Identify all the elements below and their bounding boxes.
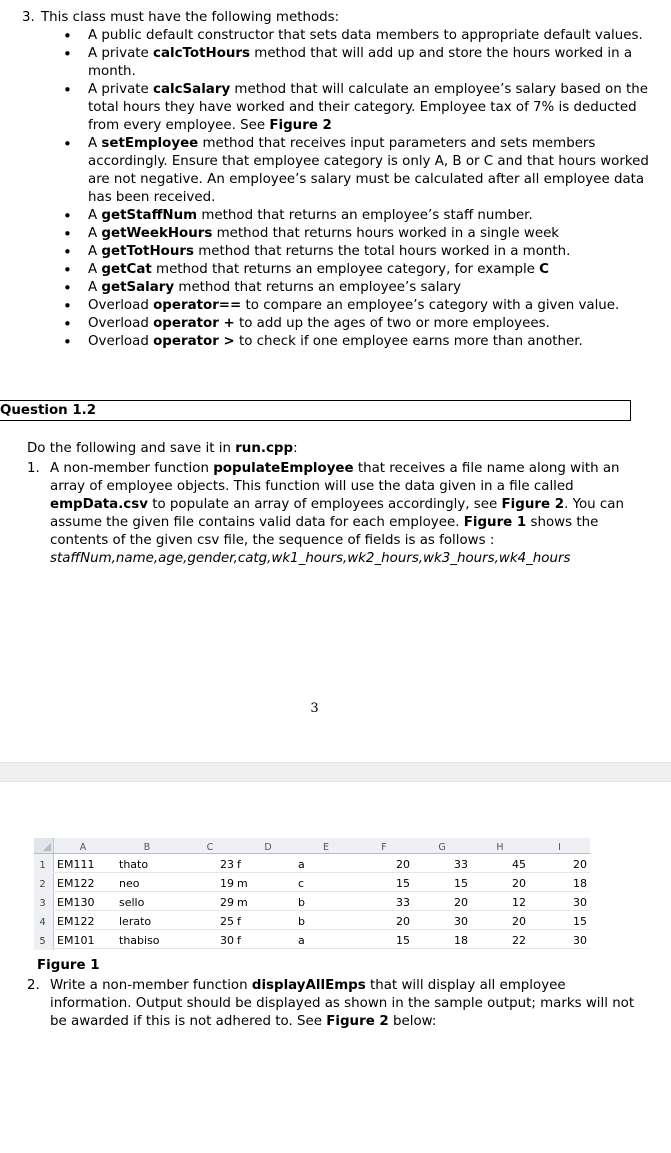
table-cell: c (298, 877, 305, 890)
row-gridline (53, 891, 590, 892)
table-cell: EM101 (57, 934, 95, 947)
column-header-row (34, 838, 590, 854)
section-intro: This class must have the following methods: (41, 10, 340, 25)
table-cell: 25 (220, 915, 234, 928)
table-cell: 18 (454, 934, 468, 947)
table-cell: 29 (220, 896, 234, 909)
column-header: A (79, 842, 87, 853)
list-item: • Overload operator== to compare an employee’s category with a given value. (22, 297, 662, 315)
item-text: Write a non-member function displayAllEmps that will display all employee information. Output should be displayed as shown in the sample output; marks will not be awarded if this is not adhered to. See Figure 2 below: (50, 978, 635, 1029)
list-item: • A private calcTotHours method that will add up and store the hours worked in a month. (22, 45, 662, 81)
table-cell: 15 (396, 877, 410, 890)
page-number: 3 (310, 701, 319, 716)
table-cell: EM130 (57, 896, 95, 909)
row-gridline (53, 910, 590, 911)
list-item: • A getWeekHours method that returns hours worked in a single week (22, 225, 662, 243)
row-number: 1 (39, 860, 46, 871)
question-title: Question 1.2 (0, 403, 97, 418)
page-separator (0, 762, 671, 782)
table-cell: 33 (396, 896, 410, 909)
table-cell: 30 (573, 934, 587, 947)
table-cell: 12 (512, 896, 526, 909)
row-gridline (53, 872, 590, 873)
table-cell: b (298, 915, 305, 928)
row-number: 5 (39, 936, 46, 947)
table-cell: thato (119, 858, 149, 871)
table-cell: thabiso (119, 934, 160, 947)
list-item: • A getSalary method that returns an employee’s salary (22, 279, 662, 297)
list-item: • Overload operator > to check if one employee earns more than another. (22, 333, 662, 351)
table-cell: sello (119, 896, 145, 909)
row-number: 4 (39, 917, 46, 928)
table-cell: 45 (512, 858, 526, 871)
column-header: G (438, 842, 446, 853)
table-cell: 15 (396, 934, 410, 947)
table-cell: lerato (119, 915, 152, 928)
column-header: H (496, 842, 504, 853)
list-item: • A getTotHours method that returns the total hours worked in a month. (22, 243, 662, 261)
table-cell: a (298, 934, 305, 947)
list-item: • A getStaffNum method that returns an employee’s staff number. (22, 207, 662, 225)
table-cell: 18 (573, 877, 587, 890)
list-item: • A setEmployee method that receives input parameters and sets members accordingly. Ensure that employee category is only A, B or C and that hours worked are not negative. An employee’s salary must be calculated after all employee data has been received. (22, 135, 662, 207)
table-cell: f (237, 858, 241, 871)
table-cell: EM122 (57, 915, 95, 928)
table-cell: 15 (454, 877, 468, 890)
table-cell: 22 (512, 934, 526, 947)
table-cell: 33 (454, 858, 468, 871)
table-cell: 30 (573, 896, 587, 909)
column-header: I (558, 842, 561, 853)
table-cell: 30 (454, 915, 468, 928)
table-cell: b (298, 896, 305, 909)
column-header: D (264, 842, 272, 853)
section-number: 3. (22, 10, 35, 25)
row-number: 2 (39, 879, 46, 890)
methods-list (22, 27, 662, 351)
table-cell: f (237, 934, 241, 947)
list-item: • A public default constructor that sets data members to appropriate default values. (22, 27, 662, 45)
row-number: 3 (39, 898, 46, 909)
figure-caption: Figure 1 (37, 958, 100, 973)
row-gridline (53, 948, 590, 949)
table-cell: 23 (220, 858, 234, 871)
item-number: 1. (27, 461, 40, 476)
table-cell: 20 (512, 915, 526, 928)
select-all-corner (34, 838, 54, 853)
list-item: • Overload operator + to add up the ages of two or more employees. (22, 315, 662, 333)
table-cell: 30 (220, 934, 234, 947)
column-header: F (381, 842, 387, 853)
table-cell: EM111 (57, 858, 95, 871)
table-cell: 20 (573, 858, 587, 871)
table-cell: a (298, 858, 305, 871)
question-intro: Do the following and save it in run.cpp: (27, 441, 298, 456)
list-item: • A getCat method that returns an employee category, for example C (22, 261, 662, 279)
item-number: 2. (27, 978, 40, 993)
table-cell: 15 (573, 915, 587, 928)
column-header: E (322, 842, 329, 853)
table-cell: m (237, 877, 248, 890)
file-name: run.cpp (235, 441, 294, 456)
spreadsheet-figure (34, 838, 590, 950)
table-cell: 20 (396, 858, 410, 871)
table-cell: 20 (396, 915, 410, 928)
question-header (0, 400, 631, 421)
column-header: B (143, 842, 151, 853)
column-header: C (206, 842, 214, 853)
csv-fields: staffNum,name,age,gender,catg,wk1_hours,wk2_hours,wk3_hours,wk4_hours (50, 551, 571, 566)
table-cell: 20 (454, 896, 468, 909)
list-item: • A private calcSalary method that will calculate an employee’s salary based on the total hours they have worked and their category. Employee tax of 7% is deducted from every employee. See Figure 2 (22, 81, 662, 135)
item-text: A non-member function populateEmployee that receives a file name along with an array of employee objects. This function will use the data given in a file called empData.csv to populate an array of employees accordingly, see Figure 2. You can assume the given file contains valid data for each employee. Figure 1 shows the contents of the given csv file, the sequence of fields is as follows : staffNum,name,age,gender,catg,wk1_hours,wk2_hours,wk3_hours,wk4_hours (50, 461, 624, 566)
table-cell: f (237, 915, 241, 928)
row-gridline (53, 929, 590, 930)
table-cell: neo (119, 877, 140, 890)
table-cell: EM122 (57, 877, 95, 890)
table-cell: m (237, 896, 248, 909)
table-cell: 19 (220, 877, 234, 890)
table-cell: 20 (512, 877, 526, 890)
